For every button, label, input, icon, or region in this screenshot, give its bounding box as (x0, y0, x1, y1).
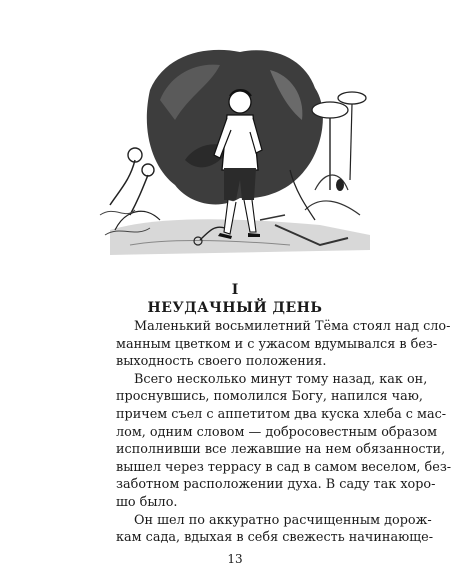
text-line: Маленький восьмилетний Тёма стоял над сло- (134, 319, 451, 334)
text-line: шо было. (116, 494, 178, 510)
text-line: заботном расположении духа. В саду так хоро- (116, 477, 436, 493)
text-line: кам сада, вдыхая в себя свежесть начинающе- (116, 530, 434, 546)
page-number: 13 (227, 552, 243, 566)
chapter-number: I (231, 282, 239, 298)
text-line: манным цветком и с ужасом вдумывался в без- (116, 336, 438, 352)
text-line: выходность своего положения. (116, 354, 327, 370)
chapter-body-text (116, 318, 452, 547)
text-line: вышел через террасу в сад в самом веселом, без- (116, 459, 452, 475)
text-line: проснувшись, помолился Богу, напился чаю, (116, 389, 423, 405)
boy-in-garden-illustration (90, 40, 380, 265)
text-line: лом, одним словом — добросовестным образом (116, 424, 438, 440)
text-line: Всего несколько минут тому назад, как он, (134, 371, 428, 387)
text-line: Он шел по аккуратно расчищенным дорож- (134, 512, 432, 528)
chapter-title: НЕУДАЧНЫЙ ДЕНЬ (147, 300, 323, 316)
text-line: исполнивши все лежавшие на нем обязанности, (116, 442, 446, 458)
text-line: причем съел с аппетитом два куска хлеба с мас- (116, 406, 447, 422)
